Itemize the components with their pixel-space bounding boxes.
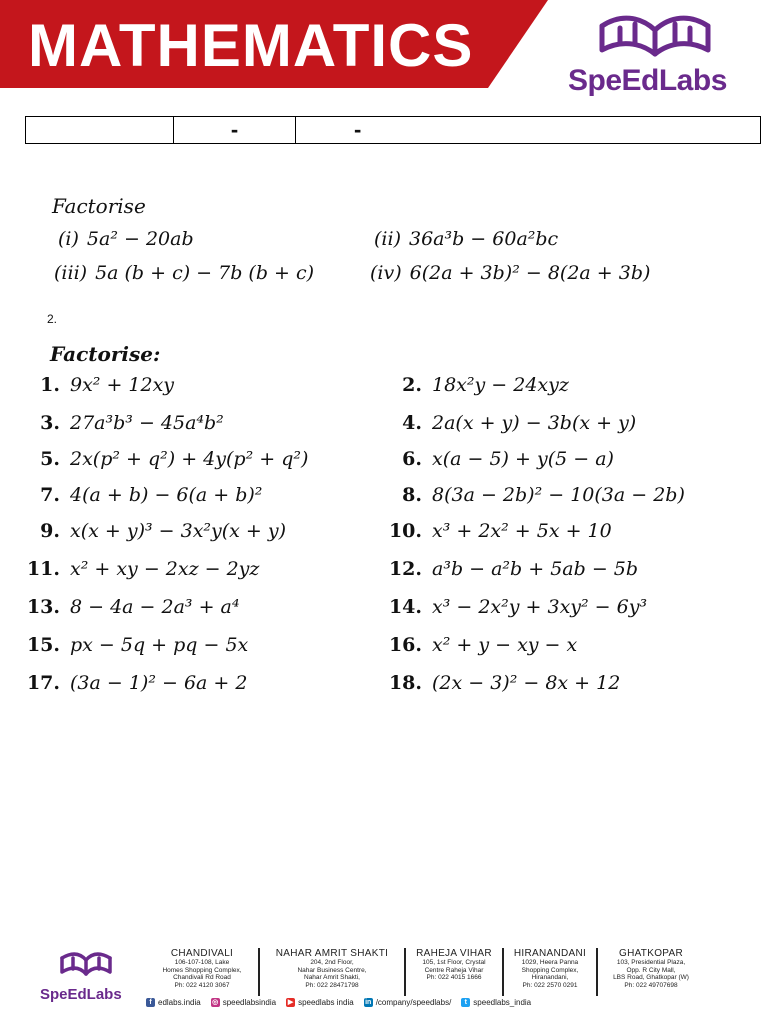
facebook-icon: f bbox=[146, 998, 155, 1007]
question1-item bbox=[370, 262, 650, 284]
question2-item bbox=[382, 520, 612, 542]
item-expression: 9x² + 12xy bbox=[70, 374, 175, 396]
branch-address-line: Homes Shopping Complex, bbox=[162, 966, 242, 974]
item-expression: x² + y − xy − x bbox=[432, 634, 578, 656]
item-number: 5. bbox=[40, 448, 60, 470]
branch-address-line: 106-107-108, Lake bbox=[174, 959, 230, 966]
social-label: /company/speedlabs/ bbox=[375, 998, 452, 1007]
brand-name: SpeEdLabs bbox=[568, 64, 727, 97]
info-table bbox=[25, 116, 761, 144]
social-twitter[interactable] bbox=[461, 998, 531, 1007]
social-linkedin[interactable] bbox=[364, 998, 452, 1007]
item-expression: 6(2a + 3b)² − 8(2a + 3b) bbox=[409, 262, 651, 284]
item-expression: 5a² − 20ab bbox=[86, 228, 194, 250]
info-cell-1 bbox=[26, 117, 174, 143]
item-expression: a³b − a²b + 5ab − 5b bbox=[432, 558, 639, 580]
branch-address-line: Ph: 022 4120 3067 bbox=[174, 981, 230, 989]
item-number: 7. bbox=[40, 484, 60, 506]
item-expression: 8 − 4a − 2a³ + a⁴ bbox=[70, 596, 240, 618]
branch-address-line: Nahar Business Centre, bbox=[297, 966, 367, 974]
branch-address-line: 204, 2nd Floor, bbox=[310, 959, 354, 966]
branch-address-line: Nahar Amrit Shakti, bbox=[304, 974, 360, 981]
item-expression: px − 5q + pq − 5x bbox=[70, 634, 249, 656]
question2-item bbox=[20, 558, 259, 580]
question2-item bbox=[20, 484, 262, 506]
item-expression: x³ + 2x² + 5x + 10 bbox=[432, 520, 612, 542]
item-number: 14. bbox=[388, 596, 422, 618]
item-expression: 27a³b³ − 45a⁴b² bbox=[70, 412, 224, 434]
branch-address-line: Ph: 022 2570 0291 bbox=[522, 981, 578, 989]
question2-heading: Factorise: bbox=[50, 342, 161, 366]
info-cell-2: - bbox=[174, 117, 296, 143]
branch-address-line: 103, Presidential Plaza, bbox=[616, 959, 686, 966]
social-label: speedlabs india bbox=[298, 998, 354, 1007]
social-label: speedlabsindia bbox=[222, 998, 277, 1007]
youtube-icon: ▶ bbox=[287, 999, 294, 1006]
question2-item bbox=[20, 374, 174, 396]
branch-name: GHATKOPAR bbox=[618, 948, 683, 959]
item-number: (iii) bbox=[54, 262, 88, 284]
item-expression: 8(3a − 2b)² − 10(3a − 2b) bbox=[432, 484, 685, 506]
branch-address-line: Hiranandani, bbox=[531, 974, 569, 981]
social-instagram[interactable] bbox=[211, 998, 276, 1007]
branch-address-line: Ph: 022 49707698 bbox=[624, 981, 678, 989]
question2-item bbox=[382, 412, 636, 434]
item-number: (iv) bbox=[370, 262, 402, 284]
branch-address-line: Opp. R City Mall, bbox=[626, 966, 676, 974]
info-cell-3: - bbox=[354, 117, 362, 142]
social-youtube[interactable] bbox=[286, 998, 354, 1007]
question2-number: 2. bbox=[47, 312, 58, 326]
question2-item bbox=[20, 520, 286, 542]
item-expression: 5a (b + c) − 7b (b + c) bbox=[95, 262, 315, 284]
item-number: 4. bbox=[402, 412, 422, 434]
footer bbox=[0, 938, 768, 1024]
subject-title: MATHEMATICS bbox=[28, 12, 474, 79]
branch-list bbox=[146, 948, 704, 996]
question2-item bbox=[382, 484, 685, 506]
branch-name: CHANDIVALI bbox=[170, 948, 234, 959]
branch-hiranandani bbox=[504, 948, 598, 996]
item-number: 9. bbox=[40, 520, 60, 542]
item-expression: 2a(x + y) − 3b(x + y) bbox=[432, 412, 637, 434]
question2-item bbox=[382, 558, 638, 580]
item-number: (i) bbox=[58, 228, 79, 250]
linkedin-icon: in bbox=[365, 999, 372, 1006]
twitter-icon: t bbox=[461, 998, 470, 1007]
item-number: (ii) bbox=[374, 228, 401, 250]
question1-item bbox=[374, 228, 558, 250]
question1-item bbox=[58, 228, 194, 250]
item-number: 8. bbox=[402, 484, 422, 506]
item-expression: x(x + y)³ − 3x²y(x + y) bbox=[70, 520, 287, 542]
question1-item bbox=[54, 262, 314, 284]
item-number: 1. bbox=[40, 374, 60, 396]
item-number: 11. bbox=[26, 558, 60, 580]
branch-address-line: 105, 1st Floor, Crystal bbox=[422, 959, 486, 966]
item-number: 2. bbox=[402, 374, 422, 396]
item-expression: x² + xy − 2xz − 2yz bbox=[70, 558, 260, 580]
item-number: 6. bbox=[402, 448, 422, 470]
question2-item bbox=[382, 374, 569, 396]
item-number: 10. bbox=[388, 520, 422, 542]
branch-name: RAHEJA VIHAR bbox=[416, 948, 492, 959]
footer-brand-name: SpeEdLabs bbox=[40, 986, 122, 1003]
branch-chandivali bbox=[146, 948, 260, 996]
item-expression: 2x(p² + q²) + 4y(p² + q²) bbox=[70, 448, 309, 470]
question2-item bbox=[382, 672, 620, 694]
footer-logo-icon bbox=[56, 950, 116, 984]
item-expression: (3a − 1)² − 6a + 2 bbox=[70, 672, 248, 694]
item-expression: 18x²y − 24xyz bbox=[432, 374, 569, 396]
item-expression: x(a − 5) + y(5 − a) bbox=[432, 448, 614, 470]
social-label: edlabs.india bbox=[158, 998, 201, 1007]
question2-item bbox=[20, 412, 224, 434]
question2-item bbox=[382, 448, 614, 470]
item-number: 15. bbox=[26, 634, 60, 656]
question2-item bbox=[382, 596, 647, 618]
branch-address-line: 1029, Heera Panna bbox=[521, 959, 579, 966]
branch-address-line: Ph: 022 28471798 bbox=[305, 981, 359, 989]
branch-ghatkopar bbox=[598, 948, 704, 996]
branch-nahar-amrit-shakti bbox=[260, 948, 406, 996]
social-links bbox=[146, 998, 706, 1007]
branch-address-line: LBS Road, Ghatkopar (W) bbox=[613, 974, 689, 981]
branch-name: HIRANANDANI bbox=[513, 948, 587, 959]
question2-item bbox=[20, 634, 248, 656]
question1-heading: Factorise bbox=[52, 194, 146, 218]
question2-item bbox=[382, 634, 577, 656]
social-facebook[interactable] bbox=[146, 998, 201, 1007]
item-number: 13. bbox=[26, 596, 60, 618]
question2-item bbox=[20, 448, 308, 470]
item-expression: x³ − 2x²y + 3xy² − 6y³ bbox=[432, 596, 648, 618]
question2-item bbox=[20, 672, 247, 694]
item-expression: 4(a + b) − 6(a + b)² bbox=[70, 484, 263, 506]
question2-item bbox=[20, 596, 239, 618]
branch-address-line: Chandivali Rd Road bbox=[173, 974, 231, 981]
item-number: 18. bbox=[388, 672, 422, 694]
branch-address-line: Shopping Complex, bbox=[521, 966, 579, 974]
branch-name: NAHAR AMRIT SHAKTI bbox=[275, 948, 389, 959]
branch-address-line: Centre Raheja Vihar bbox=[424, 966, 484, 974]
item-number: 16. bbox=[388, 634, 422, 656]
social-label: speedlabs_india bbox=[473, 998, 532, 1007]
item-number: 17. bbox=[26, 672, 60, 694]
branch-address-line: Ph: 022 4015 1666 bbox=[426, 974, 482, 981]
instagram-icon: ◎ bbox=[212, 999, 219, 1006]
item-expression: (2x − 3)² − 8x + 12 bbox=[432, 672, 621, 694]
item-number: 3. bbox=[40, 412, 60, 434]
branch-raheja-vihar bbox=[406, 948, 504, 996]
item-expression: 36a³b − 60a²bc bbox=[408, 228, 559, 250]
item-number: 12. bbox=[388, 558, 422, 580]
